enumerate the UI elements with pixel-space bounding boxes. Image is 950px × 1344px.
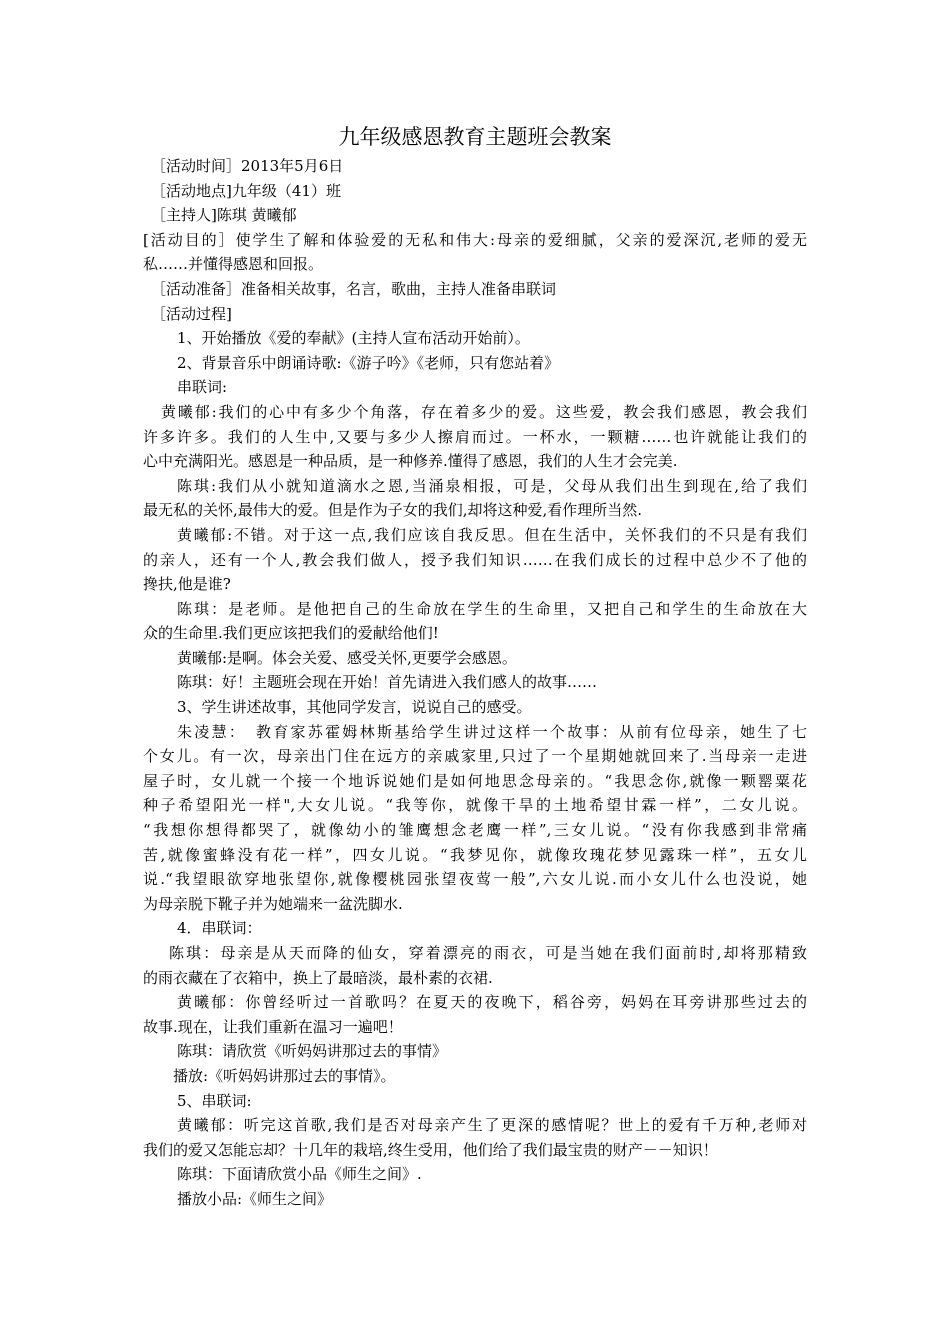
text-line: 黄曦郁：听完这首歌,我们是否对母亲产生了更深的感情呢？世上的爱有千万种,老师对	[177, 1116, 807, 1135]
text-line: “我想你想得都哭了，就像幼小的雏鹰想念老鹰一样”,三女儿说。“没有你我感到非常痛	[143, 821, 807, 840]
text-line: 为母亲脱下靴子并为她端来一盆洗脚水.	[143, 894, 403, 913]
text-line: 私……并懂得感恩和回报。	[143, 255, 324, 274]
text-line: 说.“我望眼欲穿地张望你,就像樱桃园张望夜莺一般”,六女儿说.而小女儿什么也没说，她	[143, 870, 807, 889]
text-line: 故事.现在，让我们重新在温习一遍吧！	[143, 1017, 403, 1036]
document-page	[143, 122, 807, 1212]
text-line: 5、串联词:	[177, 1091, 252, 1110]
text-line: 屋子时，女儿就一个接一个地诉说她们是如何地思念母亲的。“我思念你,就像一颗罂粟花	[143, 771, 807, 790]
text-line: 苦,就像蜜蜂没有花一样”，四女儿说。“我梦见你，就像玫瑰花梦见露珠一样”，五女儿	[143, 845, 807, 864]
text-line: 陈琪：是老师。是他把自己的生命放在学生的生命里，又把自己和学生的生命放在大	[177, 599, 807, 618]
text-line: 朱凌慧： 教育家苏霍姆林斯基给学生讲过这样一个故事：从前有位母亲，她生了七	[177, 722, 807, 741]
text-line: ［活动时间］2013年5月6日	[151, 157, 344, 175]
text-line: 搀扶,他是谁?	[143, 575, 231, 594]
text-line: 播放小品:《师生之间》	[177, 1189, 333, 1208]
text-line: 许多许多。我们的人生中,又要与多少人擦肩而过。一杯水，一颗糖……也许就能让我们的	[143, 427, 807, 446]
text-line: 串联词:	[177, 378, 228, 397]
text-line: 的亲人，还有一个人,教会我们做人，授予我们知识……在我们成长的过程中总少不了他的	[143, 550, 807, 569]
text-line: 2、背景音乐中朗诵诗歌:《游子吟》《老师，只有您站着》	[177, 353, 560, 372]
text-line: 种子希望阳光一样",大女儿说。“我等你，就像干旱的土地希望甘霖一样”，二女儿说。	[143, 796, 807, 815]
text-line: 陈琪:我们从小就知道滴水之恩,当涌泉相报，可是，父母从我们出生到现在,给了我们	[177, 476, 807, 495]
text-line: 1、开始播放《爱的奉献》(主持人宣布活动开始前）。	[177, 329, 530, 348]
text-line: 我们的爱又怎能忘却？十几年的栽培,终生受用，他们给了我们最宝贵的财产－－知识！	[143, 1140, 718, 1159]
text-line: 播放:《听妈妈讲那过去的事情》。	[173, 1066, 396, 1085]
text-line: ［活动准备］准备相关故事，名言，歌曲，主持人准备串联词	[151, 279, 557, 298]
text-line: 的雨衣藏在了衣箱中，换上了最暗淡，最朴素的衣裙.	[143, 968, 493, 987]
text-line: 3、学生讲述故事，其他同学发言，说说自己的感受。	[177, 698, 532, 717]
text-line: 黄曦郁:不错。对于这一点,我们应该自我反思。但在生活中，关怀我们的不只是有我们	[177, 525, 807, 544]
text-line: 众的生命里.我们更应该把我们的爱献给他们!	[143, 624, 439, 643]
document-body	[143, 154, 807, 1212]
text-line: 4．串联词：	[177, 919, 262, 938]
text-line: 心中充满阳光。感恩是一种品质，是一种修养.懂得了感恩，我们的人生才会完美.	[143, 452, 678, 471]
document-title: 九年级感恩教育主题班会教案	[338, 125, 612, 149]
text-line: [活动目的］使学生了解和体验爱的无私和伟大:母亲的爱细腻，父亲的爱深沉,老师的爱无	[143, 230, 807, 249]
text-line: 黄曦郁:是啊。体会关爱、感受关怀,更要学会感恩。	[177, 648, 517, 667]
text-line: 陈琪：好！主题班会现在开始！首先请进入我们感人的故事……	[177, 673, 598, 692]
text-line: ［活动地点]九年级（41）班	[151, 181, 341, 200]
text-line: 陈琪：母亲是从天而降的仙女，穿着漂亮的雨衣，可是当她在我们面前时,却将那精致	[169, 944, 807, 962]
text-line: 个女儿。有一次，母亲出门住在远方的亲戚家里,只过了一个星期她就回来了.当母亲一走进	[143, 747, 807, 766]
text-line: 最无私的关怀,最伟大的爱。但是作为子女的我们,却将这种爱,看作理所当然.	[143, 501, 643, 520]
text-line: ［活动过程]	[151, 304, 232, 323]
text-line: 黄曦郁：你曾经听过一首歌吗？在夏天的夜晚下，稻谷旁，妈妈在耳旁讲那些过去的	[177, 993, 807, 1012]
text-line: 黄曦郁:我们的心中有多少个角落，存在着多少的爱。这些爱，教会我们感恩，教会我们	[161, 402, 807, 421]
text-line: 陈琪：下面请欣赏小品《师生之间》.	[177, 1165, 422, 1184]
text-line: 陈琪：请欣赏《听妈妈讲那过去的事情》	[177, 1042, 448, 1061]
text-line: ［主持人]陈琪 黄曦郁	[151, 206, 297, 225]
